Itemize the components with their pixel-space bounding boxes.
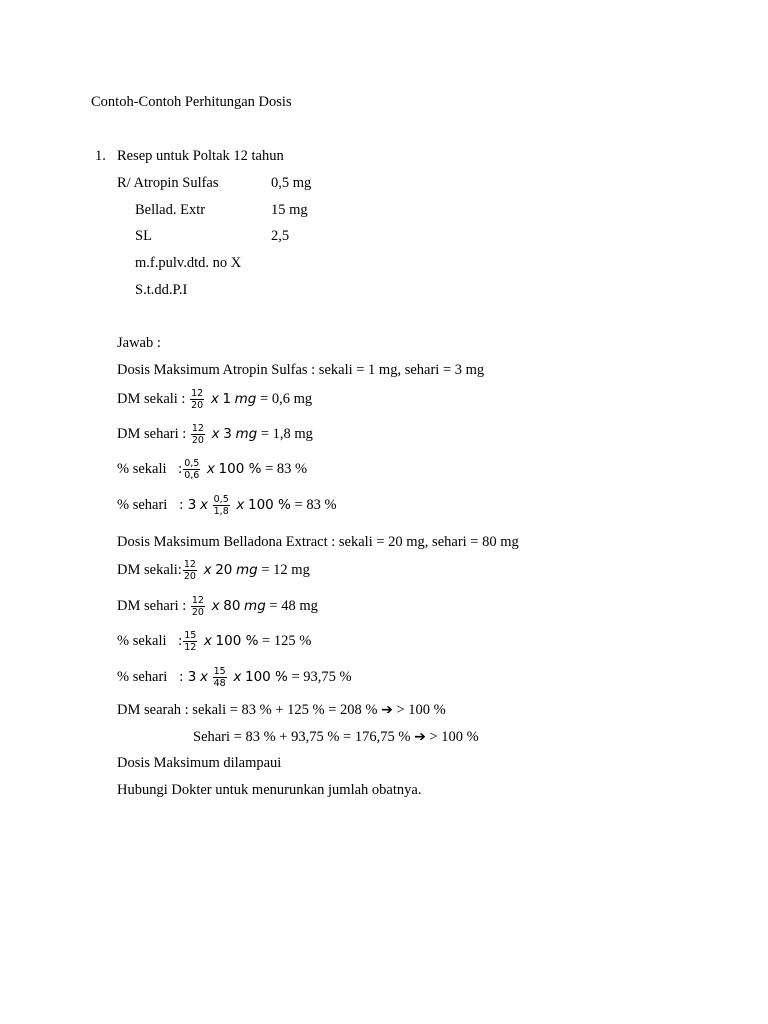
fraction-numerator: 15 [213,666,226,677]
formula-colon: : 3 [178,496,197,513]
multiply-symbol: x [203,561,212,578]
fraction [183,630,197,653]
atropin-pct-sehari [117,494,337,517]
fraction-denominator: 20 [191,607,204,618]
item-heading: Resep untuk Poltak 12 tahun [117,148,284,164]
searah-text: DM searah : sekali = 83 % + 125 % = 208 % [117,702,378,718]
multiply-symbol: x [233,668,242,685]
arrow-right-icon: ➔ [414,729,426,745]
recipe-item-name: SL [135,228,152,244]
fraction-numerator: 0,5 [213,494,229,505]
recipe-item-dose: 2,5 [271,228,290,244]
fraction-denominator: 1,8 [213,506,229,517]
multiplier: 20 [215,561,233,578]
multiplier: 100 % [248,496,291,513]
sehari-line [193,728,479,746]
formula-colon: : 3 [178,668,197,685]
formula-result: = 83 % [261,460,308,477]
fraction-denominator: 20 [191,435,204,446]
fraction-denominator: 12 [184,642,197,653]
belladona-dm-sehari [117,595,318,618]
unit: mg [244,597,266,614]
multiplier: 100 % [218,460,262,477]
recipe-item-name: Bellad. Extr [135,202,206,218]
arrow-right-icon: ➔ [381,702,393,718]
multiply-symbol: x [211,597,220,614]
formula-label: % sehari [117,496,168,513]
fraction [213,494,230,517]
formula-result: = 1,8 mg [257,425,313,442]
recipe-item-name: R/ Atropin Sulfas [117,175,219,191]
formula-colon: : [178,632,183,649]
formula-result: = 93,75 % [287,668,352,685]
fraction-denominator: 48 [213,678,226,689]
formula-label: DM sekali : [117,390,186,407]
multiply-symbol: x [200,668,209,685]
multiplier: 3 [223,425,232,442]
formula-result: = 48 mg [265,597,318,614]
fraction-numerator: 0,5 [184,458,200,469]
multiplier: 80 [223,597,241,614]
atropin-dm-sehari [117,423,313,446]
formula-result: = 12 mg [257,561,310,578]
recipe-item-dose: 0,5 mg [271,175,312,191]
fraction [213,666,227,689]
belladona-pct-sekali [117,630,311,653]
conclusion-text: Hubungi Dokter untuk menurunkan jumlah obatnya. [117,782,422,798]
fraction-denominator: 20 [183,571,196,582]
dm-searah-line [117,701,446,719]
formula-label: % sekali [117,632,167,649]
formula-result: = 125 % [258,632,312,649]
fraction-numerator: 12 [191,388,204,399]
recipe-item-name: m.f.pulv.dtd. no X [135,255,242,271]
jawab-label: Jawab : [117,335,161,351]
atropin-dm-sekali [117,388,312,411]
formula-result: = 0,6 mg [256,390,313,407]
multiply-symbol: x [236,496,245,513]
multiply-symbol: x [203,632,212,649]
fraction [191,423,205,446]
fraction-numerator: 12 [191,423,204,434]
multiplier: 1 [222,390,232,407]
formula-colon: : [178,460,183,477]
conclusion-text: Dosis Maksimum dilampaui [117,755,282,771]
multiplier: 100 % [215,632,259,649]
fraction-numerator: 12 [191,595,204,606]
formula-label: % sehari [117,668,168,685]
atropin-heading: Dosis Maksimum Atropin Sulfas : sekali = 1 mg, sehari = 3 mg [117,362,485,378]
multiply-symbol: x [206,460,215,477]
fraction-denominator: 20 [191,400,204,411]
fraction-numerator: 12 [183,559,196,570]
formula-result: = 83 % [290,496,337,513]
item-number: 1. [95,148,106,164]
unit: mg [234,390,257,407]
fraction [183,559,197,582]
belladona-heading: Dosis Maksimum Belladona Extract : sekali = 20 mg, sehari = 80 mg [117,534,519,550]
formula-label: % sekali [117,460,167,477]
fraction [191,595,205,618]
fraction [183,458,200,481]
belladona-pct-sehari [117,666,352,689]
multiply-symbol: x [211,425,220,442]
fraction [190,388,204,411]
unit: mg [236,561,258,578]
document-title: Contoh-Contoh Perhitungan Dosis [91,94,292,110]
recipe-item-dose: 15 mg [271,202,308,218]
formula-label: DM sehari : [117,597,187,614]
searah-result: > 100 % [396,702,446,718]
recipe-item-name: S.t.dd.P.I [135,282,188,298]
searah-result: > 100 % [429,729,479,745]
searah-text: Sehari = 83 % + 93,75 % = 176,75 % [193,729,411,745]
fraction-denominator: 0,6 [184,470,200,481]
belladona-dm-sekali [117,559,310,582]
multiply-symbol: x [210,390,219,407]
formula-label: DM sekali: [117,561,182,578]
fraction-numerator: 15 [184,630,197,641]
multiplier: 100 % [244,668,288,685]
unit: mg [235,425,258,442]
atropin-pct-sekali [117,458,307,481]
formula-label: DM sehari : [117,425,187,442]
multiply-symbol: x [200,496,209,513]
